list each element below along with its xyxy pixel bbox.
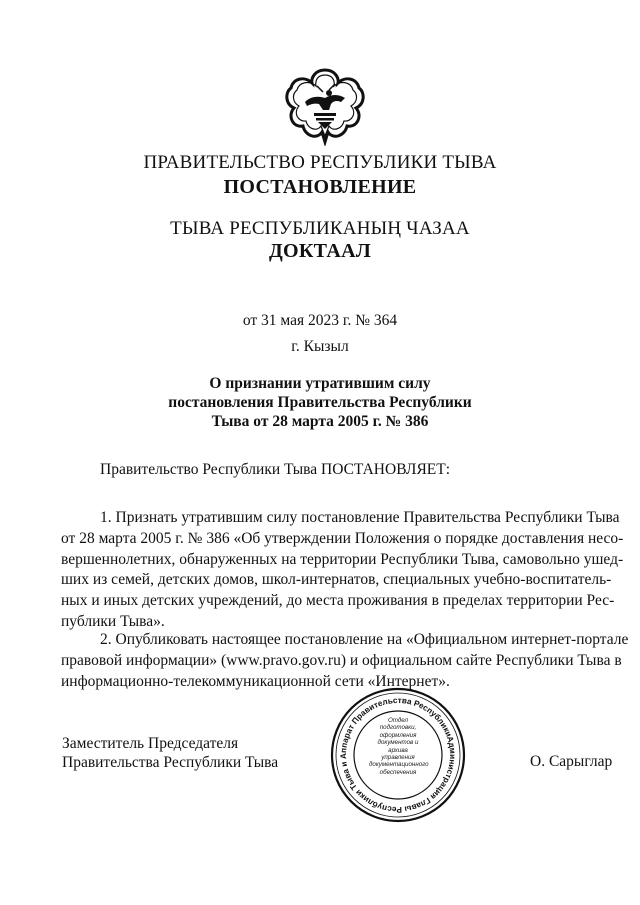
paragraph-line: вершеннолетних, обнаруженных на территории Республики Тыва, самовольно ушед- xyxy=(61,550,624,568)
paragraph-line: ших из семей, детских домов, школ-интернатов, специальных учебно-воспитатель- xyxy=(61,571,612,589)
stamp-ring-text: Администрация Главы Республики Тыва и Аппарат Правительства Республики xyxy=(338,695,458,815)
stamp-line: подготовки, xyxy=(379,724,417,732)
paragraph-line: 1. Признать утратившим силу постановление Правительства Республики Тыва xyxy=(100,509,620,526)
document-type-tuvan: ДОКТААЛ xyxy=(268,240,372,262)
stamp-center-text xyxy=(369,717,427,776)
intro-line: Правительство Республики Тыва ПОСТАНОВЛЯЕТ: xyxy=(100,461,451,478)
resolution-intro xyxy=(100,460,610,481)
document-type: ПОСТАНОВЛЕНИЕ xyxy=(223,176,417,198)
document-city: г. Кызыл xyxy=(291,338,349,355)
signatory-title-line: Правительства Республики Тыва xyxy=(62,754,279,771)
stamp-line: документов и архива xyxy=(377,739,419,754)
stamp-line: Отдел xyxy=(387,717,409,724)
paragraph-1 xyxy=(61,508,624,633)
paragraph-line: ных и иных детских учреждений, до места проживания в пределах территории Рес- xyxy=(61,592,615,610)
stamp-line: обеспечения xyxy=(379,768,417,776)
government-name-tuvan: ТЫВА РЕСПУБЛИКАНЫҢ ЧАЗАА xyxy=(170,218,470,239)
paragraph-line: публики Тыва». xyxy=(61,612,165,630)
subject-line: О признании утратившим силу xyxy=(209,375,431,392)
paragraph-line: от 28 марта 2005 г. № 386 «Об утверждении Положения о порядке доставления несо- xyxy=(61,529,624,547)
coat-of-arms-emblem-icon xyxy=(283,66,367,146)
paragraph-line: правовой информации» (www.pravo.gov.ru) и официальном сайте Республики Тыва в xyxy=(61,651,622,669)
stamp-line: управления xyxy=(381,754,415,762)
document-subject xyxy=(0,374,640,431)
document-date-number: от 31 мая 2023 г. № 364 xyxy=(242,312,398,329)
government-name: ПРАВИТЕЛЬСТВО РЕСПУБЛИКИ ТЫВА xyxy=(143,152,497,173)
signatory-name: О. Сарыглар xyxy=(530,753,613,770)
subject-line: постановления Правительства Республики xyxy=(168,394,472,411)
signatory-title-line: Заместитель Председателя xyxy=(62,735,239,752)
signatory-title xyxy=(62,734,278,772)
paragraph-2 xyxy=(61,630,629,692)
paragraph-line: информационно-телекоммуникационной сети «Интернет». xyxy=(61,672,450,690)
paragraph-line: 2. Опубликовать настоящее постановление на «Официальном интернет-портале xyxy=(100,631,629,648)
subject-line: Тыва от 28 марта 2005 г. № 386 xyxy=(211,413,429,430)
stamp-line: документационного xyxy=(369,761,429,769)
stamp-line: оформления xyxy=(379,731,417,739)
